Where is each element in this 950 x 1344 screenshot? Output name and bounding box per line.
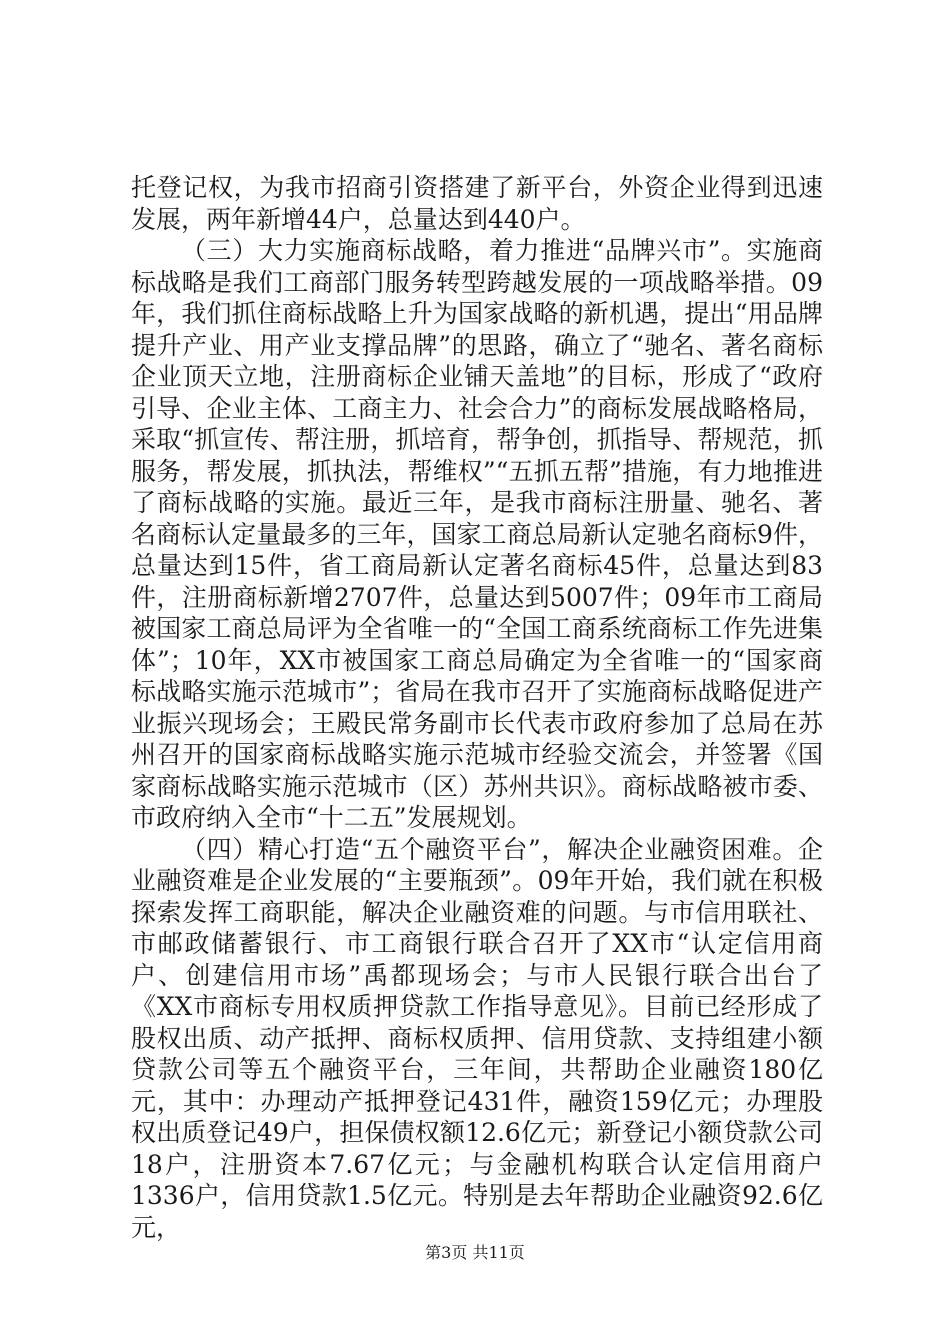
page-body bbox=[131, 172, 823, 1243]
paragraph-continuation: 托登记权，为我市招商引资搭建了新平台，外资企业得到迅速发展，两年新增44户，总量达到440户。 bbox=[131, 173, 823, 234]
paragraph-financing-platforms: （四）精心打造“五个融资平台”，解决企业融资困难。企业融资难是企业发展的“主要瓶颈”。09年开始，我们就在积极探索发挥工商职能，解决企业融资难的问题。与市信用联社、市邮政储蓄银行、市工商银行联合召开了XX市“认定信用商户、创建信用市场”禹都现场会；与市人民银行联合出台了《XX市商标专用权质押贷款工作指导意见》。目前已经形成了股权出质、动产抵押、商标权质押、信用贷款、支持组建小额贷款公司等五个融资平台，三年间，共帮助企业融资180亿元，其中：办理动产抵押登记431件，融资159亿元；办理股权出质登记49户，担保债权额12.6亿元；新登记小额贷款公司18户，注册资本7.67亿元；与金融机构联合认定信用商户1336户，信用贷款1.5亿元。特别是去年帮助企业融资92.6亿元， bbox=[131, 834, 823, 1242]
page-footer: 第3页 共11页 bbox=[425, 1243, 525, 1262]
paragraph-trademark-strategy: （三）大力实施商标战略，着力推进“品牌兴市”。实施商标战略是我们工商部门服务转型跨越发展的一项战略举措。09年，我们抓住商标战略上升为国家战略的新机遇，提出“用品牌提升产业、用产业支撑品牌”的思路，确立了“驰名、著名商标企业顶天立地，注册商标企业铺天盖地”的目标，形成了“政府引导、企业主体、工商主力、社会合力”的商标发展战略格局，采取“抓宣传、帮注册，抓培育，帮争创，抓指导、帮规范，抓服务，帮发展，抓执法，帮维权”“五抓五帮”措施，有力地推进了商标战略的实施。最近三年，是我市商标注册量、驰名、著名商标认定量最多的三年，国家工商总局新认定驰名商标9件，总量达到15件，省工商局新认定著名商标45件，总量达到83件，注册商标新增2707件，总量达到5007件；09年市工商局被国家工商总局评为全省唯一的“全国工商系统商标工作先进集体”；10年，XX市被国家工商总局确定为全省唯一的“国家商标战略实施示范城市”；省局在我市召开了实施商标战略促进产业振兴现场会；王殿民常务副市长代表市政府参加了总局在苏州召开的国家商标战略实施示范城市经验交流会，并签署《国家商标战略实施示范城市（区）苏州共识》。商标战略被市委、市政府纳入全市“十二五”发展规划。 bbox=[131, 236, 823, 832]
